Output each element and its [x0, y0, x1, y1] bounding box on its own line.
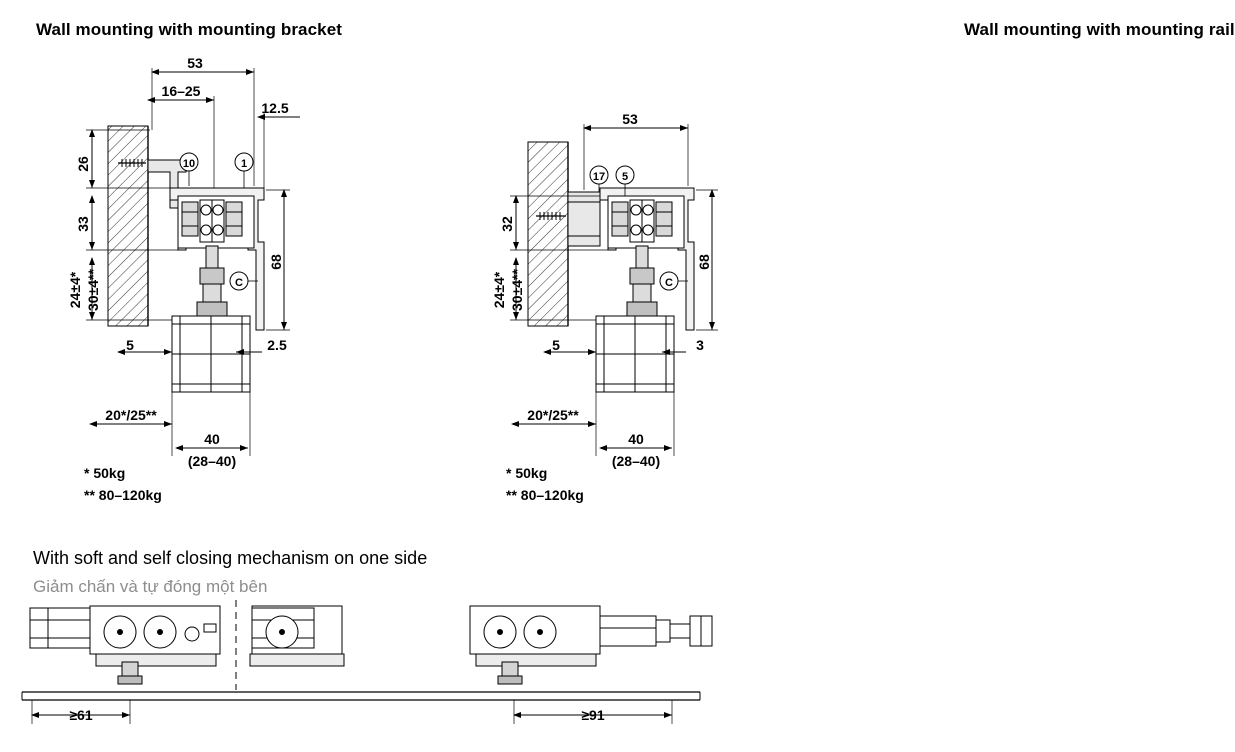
- panel-title-right: Wall mounting with mounting rail: [964, 20, 1235, 39]
- callout-17: 17: [592, 171, 606, 183]
- callout-10: 10: [182, 158, 196, 170]
- dim-left-20-25: 20*/25**: [105, 407, 157, 423]
- footnote-left-50kg: * 50kg: [84, 465, 126, 481]
- dim-left-16-25: 16–25: [161, 83, 201, 99]
- dim-left-40: 40: [204, 431, 220, 447]
- dim-left-68: 68: [268, 254, 284, 270]
- dim-left-2-5: 2.5: [267, 337, 287, 353]
- dim-right-30: 30±4**: [509, 269, 525, 311]
- dim-right-24: 24±4*: [491, 271, 507, 309]
- dim-right-53: 53: [622, 111, 638, 127]
- dim-right-20-25: 20*/25**: [527, 407, 579, 423]
- dim-right-68: 68: [696, 254, 712, 270]
- panel-title-left: Wall mounting with mounting bracket: [36, 20, 343, 39]
- callout-c-right: C: [665, 277, 673, 289]
- footnote-left-80-120kg: ** 80–120kg: [84, 487, 162, 503]
- footnote-right-80-120kg: ** 80–120kg: [506, 487, 584, 503]
- footnote-right-50kg: * 50kg: [506, 465, 548, 481]
- dim-right-32: 32: [499, 216, 515, 232]
- bottom-section-heading: With soft and self closing mechanism on one side: [33, 548, 428, 568]
- dim-right-3: 3: [696, 337, 704, 353]
- callout-1: 1: [240, 158, 248, 170]
- dim-left-33: 33: [75, 216, 91, 232]
- dim-left-53: 53: [187, 55, 203, 71]
- dim-left-26: 26: [75, 156, 91, 172]
- callout-c-left: C: [235, 277, 243, 289]
- callout-5: 5: [621, 171, 629, 183]
- bottom-section-subheading: Giảm chấn và tự đóng một bên: [33, 577, 268, 596]
- dim-right-28-40: (28–40): [611, 453, 661, 469]
- dim-right-40: 40: [628, 431, 644, 447]
- dim-bottom-right: ≥91: [581, 707, 605, 723]
- dim-left-5: 5: [126, 337, 134, 353]
- dim-bottom-left: ≥61: [69, 707, 93, 723]
- dim-left-30: 30±4**: [85, 269, 101, 311]
- dim-left-24: 24±4*: [67, 271, 83, 309]
- dim-left-12-5: 12.5: [261, 100, 289, 116]
- dim-right-5: 5: [552, 337, 560, 353]
- dim-left-28-40: (28–40): [187, 453, 237, 469]
